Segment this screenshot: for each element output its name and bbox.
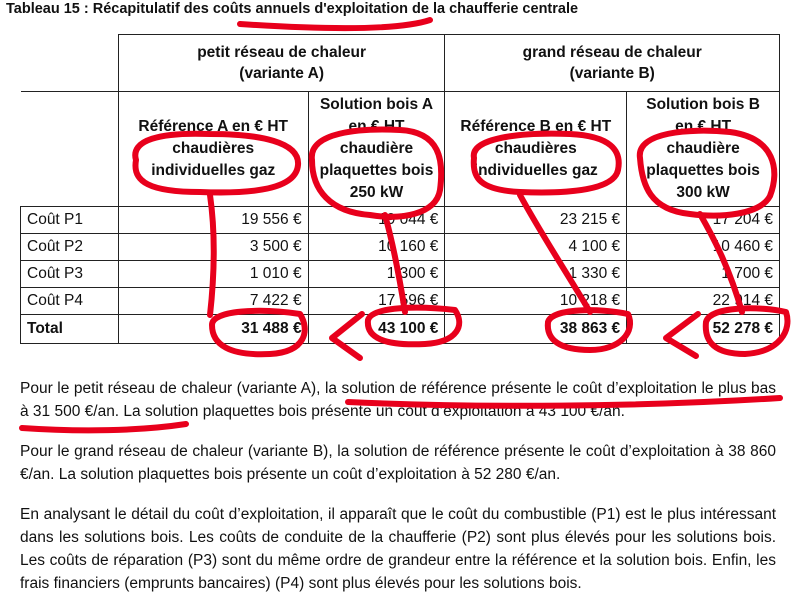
cell-bois-a: 17 596 € <box>308 288 445 315</box>
cell-ref-a: 1 010 € <box>118 261 308 288</box>
col-bois-a-line2: en € HT <box>348 118 405 135</box>
cell-ref-b: 4 100 € <box>445 234 627 261</box>
col-bois-b-line2: en € HT <box>675 118 732 135</box>
table-row <box>21 288 780 315</box>
col-bois-a-line3: chaudière <box>339 140 414 157</box>
col-ref-a-line2: chaudières <box>172 140 255 157</box>
cell-bois-b: 10 460 € <box>627 234 780 261</box>
group-header-b <box>445 35 780 92</box>
cell-bois-b: 17 204 € <box>627 207 780 234</box>
col-ref-a-line3: individuelles gaz <box>151 162 276 179</box>
group-header-a <box>118 35 445 92</box>
col-bois-a-line5: 250 kW <box>349 184 404 201</box>
paragraph-analysis: En analysant le détail du coût d’exploitation, il apparaît que le coût du combustible (P1) est le plus intéressant dans les solutions bois. Les coûts de conduite de la chaufferie (P2) sont plus élevés pour les solutions bois. Les coûts de réparation (P3) sont du même ordre de grandeur entre la référence et la solution bois. Enfin, les frais financiers (emprunts bancaires) (P4) sont plus élevés pour les solutions bois. <box>20 506 776 592</box>
col-ref-b-line1: Référence B en € HT <box>460 118 612 135</box>
cost-table <box>20 34 780 344</box>
group-a-variant: (variante A) <box>239 65 324 82</box>
col-header-bois-b <box>627 92 780 207</box>
table-row <box>21 207 780 234</box>
cell-bois-a: 19 044 € <box>308 207 445 234</box>
col-bois-b-line3: chaudière <box>666 140 740 157</box>
col-header-ref-a <box>118 92 308 207</box>
table-row <box>21 261 780 288</box>
paragraph-variant-b: Pour le grand réseau de chaleur (variante B), la solution de référence présente le coût d’exploitation à 38 860 €/an. La solution plaquettes bois présente un coût d’exploitation à 52 280 €/an. <box>20 443 776 483</box>
cell-bois-b: 1 700 € <box>627 261 780 288</box>
col-ref-b-line3: individuelles gaz <box>473 162 598 179</box>
total-row <box>21 315 780 344</box>
underline-paragraph-line2 <box>22 424 186 430</box>
col-bois-b-line4: plaquettes bois <box>646 162 760 179</box>
table-row <box>21 234 780 261</box>
col-bois-a-line1: Solution bois A <box>319 96 434 113</box>
empty-corner-2 <box>21 92 119 207</box>
empty-corner <box>21 35 119 92</box>
total-bois-b: 52 278 € <box>627 315 780 344</box>
row-label: Coût P3 <box>21 261 119 288</box>
table-caption: Tableau 15 : Récapitulatif des coûts annuels d'exploitation de la chaufferie centrale <box>6 1 579 17</box>
cell-bois-a: 10 160 € <box>308 234 445 261</box>
total-ref-b: 38 863 € <box>445 315 627 344</box>
row-label: Coût P4 <box>21 288 119 315</box>
col-header-bois-a <box>308 92 445 207</box>
cell-ref-b: 10 218 € <box>445 288 627 315</box>
underline-title <box>240 20 430 28</box>
col-header-ref-b <box>445 92 627 207</box>
cell-ref-a: 19 556 € <box>118 207 308 234</box>
cell-ref-a: 3 500 € <box>118 234 308 261</box>
group-b-title: grand réseau de chaleur <box>522 44 702 61</box>
col-bois-b-line5: 300 kW <box>676 184 730 201</box>
total-label: Total <box>21 315 119 344</box>
col-bois-a-line4: plaquettes bois <box>319 162 434 179</box>
paragraph-variant-a: Pour le petit réseau de chaleur (variante A), la solution de référence présente le coût d’exploitation le plus bas à 31 500 €/an. La solution plaquettes bois présente un coût d’exploitation à 43 100 €/an. <box>20 380 776 420</box>
col-bois-b-line1: Solution bois B <box>646 96 760 113</box>
cell-ref-a: 7 422 € <box>118 288 308 315</box>
total-ref-a: 31 488 € <box>118 315 308 344</box>
group-a-title: petit réseau de chaleur <box>197 44 367 61</box>
cell-bois-b: 22 914 € <box>627 288 780 315</box>
col-ref-b-line2: chaudières <box>494 140 577 157</box>
cell-bois-a: 1 300 € <box>308 261 445 288</box>
total-bois-a: 43 100 € <box>308 315 445 344</box>
cell-ref-b: 23 215 € <box>445 207 627 234</box>
row-label: Coût P2 <box>21 234 119 261</box>
col-ref-a-line1: Référence A en € HT <box>138 118 289 135</box>
row-label: Coût P1 <box>21 207 119 234</box>
cell-ref-b: 1 330 € <box>445 261 627 288</box>
group-b-variant: (variante B) <box>569 65 655 82</box>
